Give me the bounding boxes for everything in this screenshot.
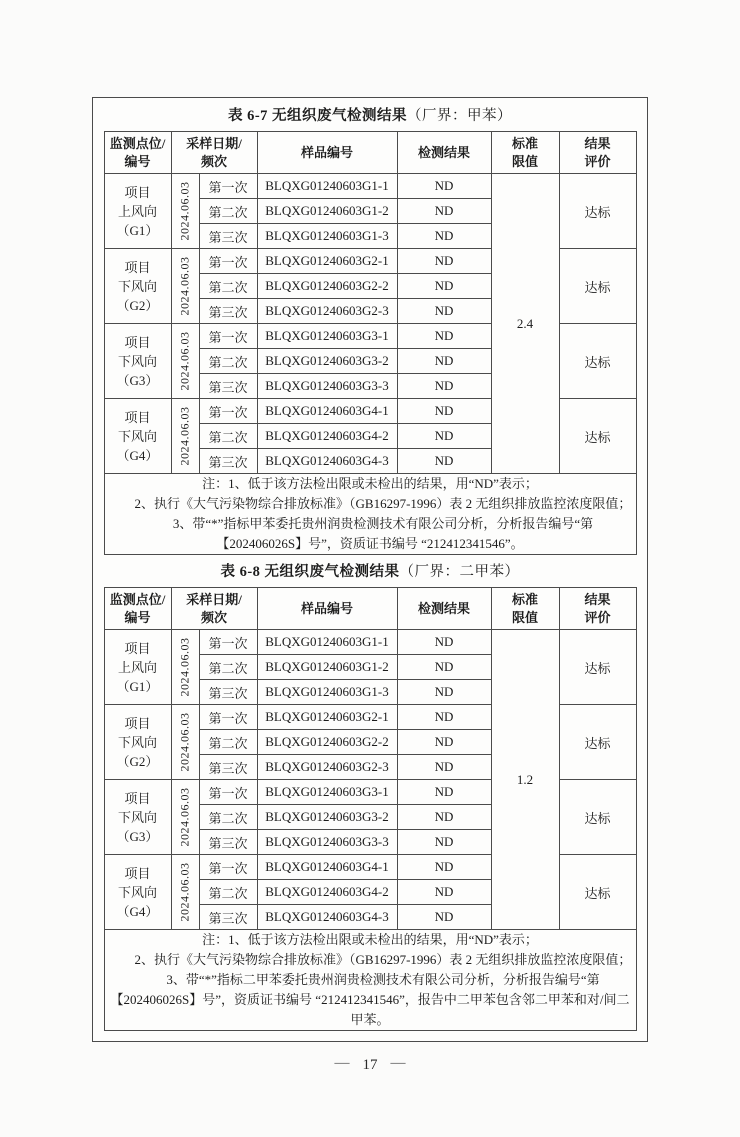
sample-id-cell: BLQXG01240603G1-1	[257, 174, 397, 199]
sampling-date-cell	[171, 399, 199, 474]
monitoring-point-line: 上风向	[117, 659, 157, 675]
frequency-cell: 第一次	[199, 324, 257, 349]
frequency-cell: 第二次	[199, 199, 257, 224]
sample-id-cell: BLQXG01240603G3-3	[257, 830, 397, 855]
result-cell: ND	[397, 199, 491, 224]
header-line: 标准	[511, 135, 538, 151]
monitoring-point-cell	[104, 249, 171, 324]
header-line: 编号	[124, 153, 151, 169]
table-section-6-8	[93, 562, 647, 1031]
table-row	[104, 174, 636, 199]
sampling-date-text: 2024.06.03	[177, 712, 192, 772]
sample-id-cell: BLQXG01240603G2-1	[257, 705, 397, 730]
frequency-cell: 第三次	[199, 680, 257, 705]
frequency-cell: 第二次	[199, 805, 257, 830]
note-line: 3、带“*”指标甲苯委托贵州润贵检测技术有限公司分析，分析报告编号“第【202406026S】号”，资质证书编号 “212412341546”。	[172, 516, 594, 551]
notes-row	[104, 474, 636, 555]
monitoring-point-cell	[104, 399, 171, 474]
sample-id-cell: BLQXG01240603G3-1	[257, 324, 397, 349]
evaluation-cell: 达标	[559, 174, 636, 249]
sample-id-cell: BLQXG01240603G4-3	[257, 449, 397, 474]
result-cell: ND	[397, 324, 491, 349]
header-row	[104, 588, 636, 630]
evaluation-cell: 达标	[559, 780, 636, 855]
sample-id-cell: BLQXG01240603G2-2	[257, 730, 397, 755]
result-cell: ND	[397, 374, 491, 399]
evaluation-cell: 达标	[559, 630, 636, 705]
frequency-cell: 第三次	[199, 830, 257, 855]
monitoring-point-line: 项目	[124, 184, 151, 200]
result-cell: ND	[397, 174, 491, 199]
sampling-date-text: 2024.06.03	[177, 787, 192, 847]
sample-id-cell: BLQXG01240603G4-1	[257, 855, 397, 880]
sampling-date-cell	[171, 249, 199, 324]
header-line: 采样日期/	[186, 135, 242, 151]
result-cell: ND	[397, 705, 491, 730]
sampling-date-text: 2024.06.03	[177, 637, 192, 697]
result-cell: ND	[397, 224, 491, 249]
notes-row	[104, 930, 636, 1031]
monitoring-point-line: （G2）	[116, 297, 159, 313]
monitoring-point-cell	[104, 780, 171, 855]
monitoring-point-line: 项目	[124, 409, 151, 425]
table-section-6-7	[93, 106, 647, 555]
frequency-cell: 第二次	[199, 424, 257, 449]
result-cell: ND	[397, 299, 491, 324]
sample-id-cell: BLQXG01240603G2-1	[257, 249, 397, 274]
frequency-cell: 第一次	[199, 399, 257, 424]
sample-id-cell: BLQXG01240603G4-2	[257, 424, 397, 449]
monitoring-point-line: 上风向	[117, 203, 157, 219]
frequency-cell: 第三次	[199, 374, 257, 399]
header-line: 频次	[200, 609, 227, 625]
sampling-date-text: 2024.06.03	[177, 331, 192, 391]
result-cell: ND	[397, 655, 491, 680]
result-cell: ND	[397, 274, 491, 299]
sample-id-cell: BLQXG01240603G2-2	[257, 274, 397, 299]
column-header-result-evaluation	[559, 132, 636, 174]
sample-id-cell: BLQXG01240603G2-3	[257, 755, 397, 780]
column-header-sampling-date-frequency	[171, 132, 257, 174]
note-line: 2、执行《大气污染物综合排放标准》（GB16297-1996）表 2 无组织排放监控浓度限值；	[134, 952, 632, 967]
header-line: 评价	[584, 153, 611, 169]
result-cell: ND	[397, 399, 491, 424]
monitoring-point-cell	[104, 705, 171, 780]
header-line: 监测点位/	[109, 135, 166, 151]
header-line: 限值	[511, 609, 538, 625]
monitoring-point-line: 下风向	[117, 884, 157, 900]
sample-id-cell: BLQXG01240603G4-2	[257, 880, 397, 905]
monitoring-point-cell	[104, 630, 171, 705]
column-header-detection-result	[397, 588, 491, 630]
sample-id-cell: BLQXG01240603G1-1	[257, 630, 397, 655]
monitoring-point-line: （G3）	[116, 372, 159, 388]
table-title-qualifier: （厂界：二甲苯）	[399, 564, 520, 580]
header-line: 检测结果	[417, 144, 470, 160]
monitoring-point-line: 下风向	[117, 734, 157, 750]
footer-dash-left: —	[334, 1055, 350, 1071]
monitoring-point-line: （G4）	[116, 903, 159, 919]
frequency-cell: 第二次	[199, 349, 257, 374]
header-line: 监测点位/	[109, 591, 166, 607]
sample-id-cell: BLQXG01240603G4-3	[257, 905, 397, 930]
page-footer	[0, 1057, 740, 1074]
column-header-sample-id	[257, 132, 397, 174]
frequency-cell: 第三次	[199, 755, 257, 780]
monitoring-point-cell	[104, 174, 171, 249]
note-line: 3、带“*”指标二甲苯委托贵州润贵检测技术有限公司分析，分析报告编号“第【202406026S】号”，资质证书编号 “212412341546”，报告中二甲苯包含邻二甲苯和对/间二甲苯。	[110, 972, 630, 1027]
evaluation-cell: 达标	[559, 324, 636, 399]
table-title	[93, 562, 647, 582]
monitoring-point-line: （G3）	[116, 828, 159, 844]
header-line: 检测结果	[417, 600, 470, 616]
frequency-cell: 第二次	[199, 274, 257, 299]
monitoring-point-line: 项目	[124, 334, 151, 350]
monitoring-point-line: 项目	[124, 259, 151, 275]
sampling-date-text: 2024.06.03	[177, 406, 192, 466]
header-line: 限值	[511, 153, 538, 169]
sampling-date-cell	[171, 780, 199, 855]
monitoring-point-line: 项目	[124, 865, 151, 881]
evaluation-cell: 达标	[559, 399, 636, 474]
frequency-cell: 第一次	[199, 855, 257, 880]
result-cell: ND	[397, 780, 491, 805]
note-line: 2、执行《大气污染物综合排放标准》（GB16297-1996）表 2 无组织排放监控浓度限值；	[134, 496, 632, 511]
column-header-monitoring-point	[104, 132, 171, 174]
sample-id-cell: BLQXG01240603G3-2	[257, 805, 397, 830]
column-header-detection-result	[397, 132, 491, 174]
header-line: 采样日期/	[186, 591, 242, 607]
monitoring-point-line: （G4）	[116, 447, 159, 463]
monitoring-point-cell	[104, 855, 171, 930]
evaluation-cell: 达标	[559, 705, 636, 780]
result-cell: ND	[397, 855, 491, 880]
frequency-cell: 第三次	[199, 905, 257, 930]
notes-cell	[104, 474, 636, 555]
sample-id-cell: BLQXG01240603G1-2	[257, 199, 397, 224]
sample-id-cell: BLQXG01240603G3-2	[257, 349, 397, 374]
monitoring-point-line: 下风向	[117, 353, 157, 369]
standard-limit-cell: 1.2	[491, 630, 559, 930]
monitoring-point-line: 下风向	[117, 428, 157, 444]
sample-id-cell: BLQXG01240603G1-2	[257, 655, 397, 680]
result-cell: ND	[397, 805, 491, 830]
sampling-date-cell	[171, 174, 199, 249]
frequency-cell: 第二次	[199, 730, 257, 755]
monitoring-point-line: （G1）	[116, 222, 159, 238]
results-table	[104, 131, 637, 555]
table-row	[104, 630, 636, 655]
header-line: 频次	[200, 153, 227, 169]
footer-dash-right: —	[390, 1055, 406, 1071]
page-number: 17	[362, 1057, 378, 1073]
results-table	[104, 587, 637, 1031]
sampling-date-cell	[171, 324, 199, 399]
monitoring-point-line: 项目	[124, 640, 151, 656]
header-line: 结果	[584, 135, 611, 151]
frequency-cell: 第三次	[199, 449, 257, 474]
table-title	[93, 106, 647, 126]
note-line: 注：1、低于该方法检出限或未检出的结果，用“ND”表示；	[202, 476, 538, 491]
monitoring-point-line: （G2）	[116, 753, 159, 769]
frequency-cell: 第二次	[199, 880, 257, 905]
column-header-standard-limit	[491, 132, 559, 174]
monitoring-point-line: （G1）	[116, 678, 159, 694]
result-cell: ND	[397, 424, 491, 449]
frequency-cell: 第三次	[199, 299, 257, 324]
header-line: 标准	[511, 591, 538, 607]
result-cell: ND	[397, 249, 491, 274]
result-cell: ND	[397, 349, 491, 374]
sample-id-cell: BLQXG01240603G1-3	[257, 224, 397, 249]
monitoring-point-line: 下风向	[117, 809, 157, 825]
frequency-cell: 第一次	[199, 174, 257, 199]
sample-id-cell: BLQXG01240603G1-3	[257, 680, 397, 705]
header-line: 结果	[584, 591, 611, 607]
monitoring-point-line: 项目	[124, 790, 151, 806]
frequency-cell: 第一次	[199, 780, 257, 805]
table-title-qualifier: （厂界：甲苯）	[407, 108, 513, 124]
result-cell: ND	[397, 730, 491, 755]
header-row	[104, 132, 636, 174]
sampling-date-text: 2024.06.03	[177, 862, 192, 922]
table-title-main: 表 6-8 无组织废气检测结果	[220, 564, 400, 580]
standard-limit-cell: 2.4	[491, 174, 559, 474]
result-cell: ND	[397, 905, 491, 930]
evaluation-cell: 达标	[559, 855, 636, 930]
header-line: 编号	[124, 609, 151, 625]
result-cell: ND	[397, 880, 491, 905]
header-line: 样品编号	[300, 600, 353, 616]
sample-id-cell: BLQXG01240603G2-3	[257, 299, 397, 324]
sample-id-cell: BLQXG01240603G3-3	[257, 374, 397, 399]
frequency-cell: 第一次	[199, 249, 257, 274]
column-header-result-evaluation	[559, 588, 636, 630]
result-cell: ND	[397, 755, 491, 780]
result-cell: ND	[397, 630, 491, 655]
frequency-cell: 第二次	[199, 655, 257, 680]
sampling-date-text: 2024.06.03	[177, 256, 192, 316]
notes-cell	[104, 930, 636, 1031]
header-line: 评价	[584, 609, 611, 625]
monitoring-point-line: 项目	[124, 715, 151, 731]
sample-id-cell: BLQXG01240603G3-1	[257, 780, 397, 805]
column-header-sampling-date-frequency	[171, 588, 257, 630]
monitoring-point-line: 下风向	[117, 278, 157, 294]
result-cell: ND	[397, 449, 491, 474]
sampling-date-text: 2024.06.03	[177, 181, 192, 241]
sample-id-cell: BLQXG01240603G4-1	[257, 399, 397, 424]
frequency-cell: 第一次	[199, 630, 257, 655]
sampling-date-cell	[171, 855, 199, 930]
column-header-monitoring-point	[104, 588, 171, 630]
frequency-cell: 第一次	[199, 705, 257, 730]
note-line: 注：1、低于该方法检出限或未检出的结果，用“ND”表示；	[202, 932, 538, 947]
table-title-main: 表 6-7 无组织废气检测结果	[227, 108, 408, 124]
sampling-date-cell	[171, 630, 199, 705]
result-cell: ND	[397, 830, 491, 855]
column-header-standard-limit	[491, 588, 559, 630]
evaluation-cell: 达标	[559, 249, 636, 324]
header-line: 样品编号	[300, 144, 353, 160]
sampling-date-cell	[171, 705, 199, 780]
monitoring-point-cell	[104, 324, 171, 399]
content-frame	[92, 97, 648, 1042]
result-cell: ND	[397, 680, 491, 705]
column-header-sample-id	[257, 588, 397, 630]
frequency-cell: 第三次	[199, 224, 257, 249]
